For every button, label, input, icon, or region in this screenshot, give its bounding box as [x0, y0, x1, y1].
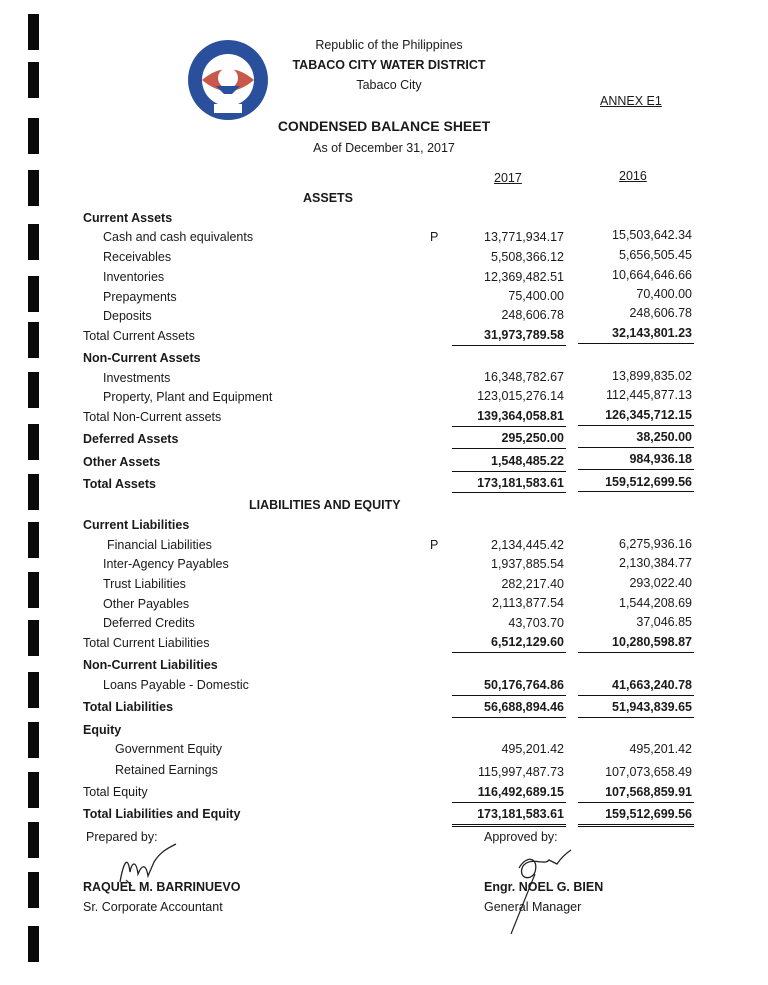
deferred-assets-label: Deferred Assets	[83, 432, 179, 446]
equity-heading: Equity	[83, 723, 122, 737]
total-value-2016: 51,943,839.65	[612, 700, 692, 714]
value-2016: 41,663,240.78	[612, 678, 692, 692]
underline	[578, 469, 694, 470]
value-2017: 50,176,764.86	[484, 678, 564, 692]
row-label: Deferred Credits	[103, 616, 195, 630]
total-value-2017: 173,181,583.61	[477, 476, 564, 490]
current-assets-heading: Current Assets	[83, 211, 173, 225]
underline	[578, 717, 694, 718]
underline	[578, 343, 694, 344]
total-row-label: Total Current Liabilities	[83, 636, 210, 650]
underline	[452, 695, 566, 696]
republic-line: Republic of the Philippines	[315, 38, 463, 52]
value-2016: 10,664,646.66	[612, 268, 692, 282]
underline	[578, 802, 694, 803]
value-2017: 115,997,487.73	[478, 765, 564, 779]
approver-title: General Manager	[484, 900, 582, 914]
noncurrent-assets-heading: Non-Current Assets	[83, 351, 201, 365]
underline	[452, 717, 566, 718]
total-value-2016: 38,250.00	[636, 430, 692, 444]
value-2016: 15,503,642.34	[612, 228, 692, 242]
value-2017: 16,348,782.67	[484, 370, 564, 384]
total-value-2017: 1,548,485.22	[491, 454, 564, 468]
year-header-2017: 2017	[494, 171, 522, 185]
value-2017: 495,201.42	[501, 742, 564, 756]
total-value-2017: 139,364,058.81	[477, 409, 564, 423]
total-value-2016: 159,512,699.56	[605, 807, 692, 821]
approved-by-label: Approved by:	[484, 830, 558, 844]
agency-name: TABACO CITY WATER DISTRICT	[292, 58, 486, 72]
total-value-2017: 116,492,689.15	[477, 785, 564, 799]
underline	[578, 447, 694, 448]
value-2016: 2,130,384.77	[619, 556, 692, 570]
value-2017: 123,015,276.14	[477, 389, 564, 403]
underline	[452, 471, 566, 472]
currency-symbol: P	[430, 230, 439, 244]
value-2017: 2,113,877.54	[491, 596, 564, 610]
total-value-2016: 984,936.18	[629, 452, 692, 466]
row-label: Financial Liabilities	[107, 538, 212, 552]
value-2017: 2,134,445.42	[491, 538, 564, 552]
row-label: Property, Plant and Equipment	[103, 390, 273, 404]
total-row-label: Total Current Assets	[83, 329, 195, 343]
total-value-2017: 31,973,789.58	[484, 328, 564, 342]
city-name: Tabaco City	[356, 78, 422, 92]
total-value-2017: 6,512,129.60	[491, 635, 564, 649]
value-2016: 70,400.00	[636, 287, 692, 301]
underline	[578, 425, 694, 426]
row-label: Inter-Agency Payables	[103, 557, 229, 571]
value-2016: 13,899,835.02	[612, 369, 692, 383]
value-2016: 112,445,877.13	[606, 388, 692, 402]
underline	[578, 695, 694, 696]
total-value-2016: 32,143,801.23	[612, 326, 692, 340]
value-2016: 107,073,658.49	[605, 765, 692, 779]
row-label: Investments	[103, 371, 171, 385]
underline	[452, 426, 566, 427]
row-label: Other Payables	[103, 597, 190, 611]
row-label: Receivables	[103, 250, 172, 264]
total-value-2016: 107,568,859.91	[605, 785, 692, 799]
total-value-2016: 159,512,699.56	[605, 475, 692, 489]
underline	[578, 652, 694, 653]
value-2017: 75,400.00	[508, 289, 564, 303]
value-2017: 5,508,366.12	[491, 250, 564, 264]
value-2016: 6,275,936.16	[619, 537, 692, 551]
district-seal-logo	[186, 38, 270, 122]
total-value-2017: 173,181,583.61	[477, 807, 564, 821]
total-assets-label: Total Assets	[83, 477, 156, 491]
approver-name: Engr. NOEL G. BIEN	[484, 880, 604, 894]
value-2016: 37,046.85	[636, 615, 692, 629]
total-liabilities-equity-label: Total Liabilities and Equity	[83, 807, 241, 821]
double-underline	[452, 824, 566, 825]
assets-heading: ASSETS	[303, 191, 354, 205]
row-label: Trust Liabilities	[103, 577, 186, 591]
underline	[452, 345, 566, 346]
noncurrent-liabilities-heading: Non-Current Liabilities	[83, 658, 218, 672]
current-liabilities-heading: Current Liabilities	[83, 518, 190, 532]
underline	[452, 652, 566, 653]
row-label: Prepayments	[103, 290, 177, 304]
value-2016: 293,022.40	[629, 576, 692, 590]
total-liabilities-label: Total Liabilities	[83, 700, 174, 714]
underline	[452, 448, 566, 449]
prepared-by-label: Prepared by:	[86, 830, 158, 844]
page-title: CONDENSED BALANCE SHEET	[277, 118, 491, 134]
value-2017: 12,369,482.51	[484, 270, 564, 284]
total-value-2017: 56,688,894.46	[484, 700, 564, 714]
value-2017: 13,771,934.17	[484, 230, 564, 244]
liabilities-equity-heading: LIABILITIES AND EQUITY	[249, 498, 401, 512]
value-2017: 248,606.78	[501, 308, 564, 322]
total-row-label: Total Non-Current assets	[83, 410, 222, 424]
row-label: Cash and cash equivalents	[103, 230, 254, 244]
row-label: Loans Payable - Domestic	[103, 678, 249, 692]
double-underline	[578, 826, 694, 827]
double-underline	[452, 826, 566, 827]
row-label: Government Equity	[115, 742, 222, 756]
value-2017: 282,217.40	[501, 577, 564, 591]
row-label: Deposits	[103, 309, 152, 323]
other-assets-label: Other Assets	[83, 455, 161, 469]
value-2016: 1,544,208.69	[619, 596, 692, 610]
preparer-title: Sr. Corporate Accountant	[83, 900, 223, 914]
year-header-2016: 2016	[619, 169, 647, 183]
double-underline	[578, 491, 694, 492]
total-value-2016: 10,280,598.87	[612, 635, 692, 649]
currency-symbol: P	[430, 538, 439, 552]
double-underline	[452, 492, 566, 493]
preparer-name: RAQUEL M. BARRINUEVO	[83, 880, 241, 894]
total-value-2016: 126,345,712.15	[605, 408, 692, 422]
row-label: Retained Earnings	[115, 763, 218, 777]
double-underline	[578, 824, 694, 825]
value-2016: 495,201.42	[629, 742, 692, 756]
value-2016: 5,656,505.45	[619, 248, 692, 262]
total-value-2017: 295,250.00	[501, 431, 564, 445]
underline	[452, 802, 566, 803]
annex-label: ANNEX E1	[600, 94, 662, 108]
total-row-label: Total Equity	[83, 785, 148, 799]
value-2016: 248,606.78	[629, 306, 692, 320]
as-of-date: As of December 31, 2017	[313, 141, 455, 155]
value-2017: 1,937,885.54	[491, 557, 564, 571]
row-label: Inventories	[103, 270, 165, 284]
value-2017: 43,703.70	[508, 616, 564, 630]
